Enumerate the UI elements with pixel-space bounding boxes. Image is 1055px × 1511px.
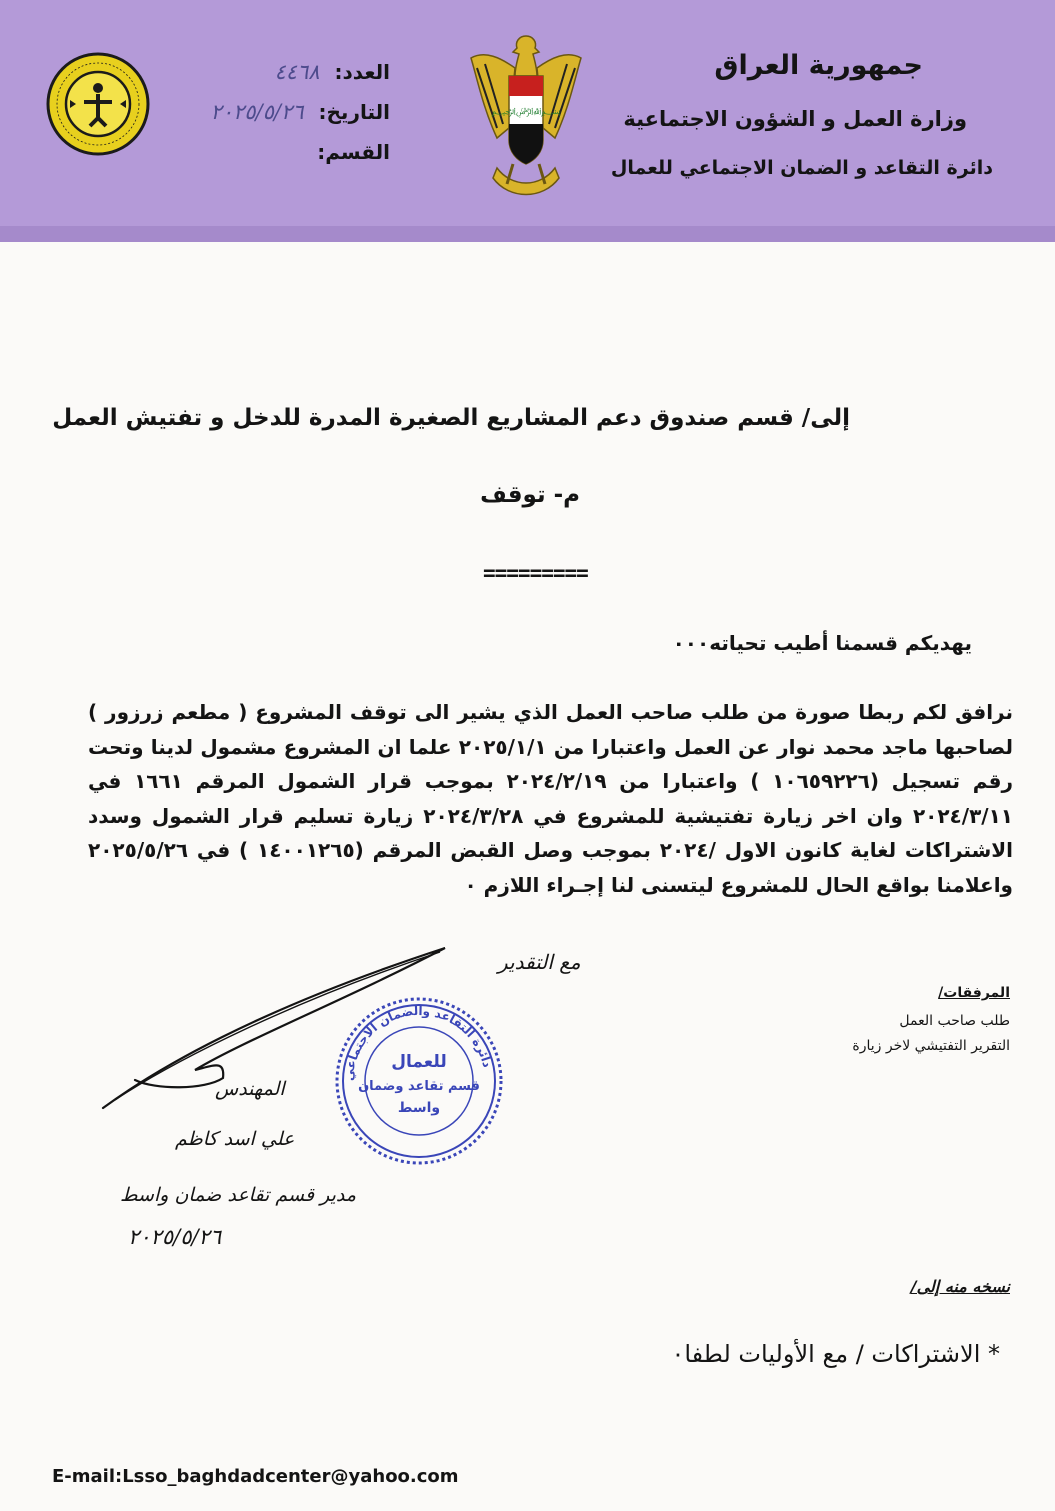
footer-email: E-mail:Lsso_baghdadcenter@yahoo.com — [52, 1466, 459, 1487]
signer-name: علي اسد كاظم — [175, 1128, 295, 1150]
signer-position: مدير قسم تقاعد ضمان واسط — [120, 1184, 357, 1206]
stamp-line-2: قسم تقاعد وضمان — [358, 1079, 480, 1094]
date-label: التاريخ: — [318, 100, 390, 124]
subject-line: م- توقف — [480, 482, 580, 508]
copy-to-title: نسخه منه إلى/ — [910, 1277, 1010, 1296]
iraq-eagle-emblem-icon — [467, 28, 585, 206]
section-label: القسم: — [317, 140, 390, 164]
ministry-title: وزارة العمل و الشؤون الاجتماعية — [623, 107, 967, 131]
copy-to-item: * الاشتراكات / مع الأوليات لطفا٠ — [671, 1340, 1000, 1368]
signer-title: المهندس — [215, 1078, 285, 1100]
number-label: العدد: — [334, 60, 390, 84]
department-title: دائرة التقاعد و الضمان الاجتماعي للعمال — [610, 157, 993, 179]
date-value: ٢٠٢٥/٥/٢٦ — [210, 100, 304, 124]
recipient-line: إلى/ قسم صندوق دعم المشاريع الصغيرة المدرة للدخل و تفتيش العمل — [52, 405, 850, 431]
attachment-item: التقرير التفتيشي لاخر زيارة — [852, 1038, 1010, 1054]
official-stamp-icon — [333, 995, 505, 1167]
letterhead-edge — [0, 226, 1055, 242]
signature-date: ٢٠٢٥/٥/٢٦ — [128, 1225, 222, 1249]
letter-body: نرافق لكم ربطا صورة من طلب صاحب العمل الذي يشير الى توقف المشروع ( مطعم زرزور ) لصاحبها ماجد محمد نوار عن العمل واعتبارا من ٢٠٢٥/١/١ علما ان المشروع مشمول لدينا وتحت رقم تسجيل (١٠٦٥٩٢٢٦ ) واعتبارا من ٢٠٢٤/٢/١٩ بموجب قرار الشمول المرقم ١٦٦١ في ٢٠٢٤/٣/١١ وان اخر زيارة تفتيشية للمشروع في ٢٠٢٤/٣/٢٨ زيارة تسليم قرار الشمول وسدد الاشتراكات لغاية كانون الاول /٢٠٢٤ بموجب وصل القبض المرقم (١٤٠٠١٢٦٥ ) في ٢٠٢٥/٥/٢٦ واعلامنا بواقع الحال للمشروع ليتسنى لنا إجـراء اللازم ٠ — [88, 700, 1014, 897]
stamp-line-1: للعمال — [391, 1052, 447, 1072]
republic-title: جمهورية العراق — [714, 50, 923, 81]
reference-section-row — [309, 140, 390, 164]
regards-line: مع التقدير — [498, 950, 581, 974]
separator-line: ========= — [483, 561, 588, 585]
attachment-item: طلب صاحب العمل — [899, 1013, 1010, 1029]
svg-text:﷽: ﷽ — [491, 107, 561, 117]
reference-date-row — [210, 100, 390, 124]
attachments-title: المرفقات/ — [938, 985, 1010, 1001]
reference-number-row — [274, 60, 390, 84]
number-value: ٤٤٦٨ — [274, 60, 320, 84]
stamp-line-3: واسط — [397, 1100, 441, 1116]
stamp-ring-text: دائرة التقاعد والضمان الاجتماعي — [341, 1003, 495, 1082]
ministry-seal-logo-icon — [46, 52, 150, 156]
greeting-line: يهديكم قسمنا أطيب تحياته٠٠٠ — [672, 631, 972, 655]
